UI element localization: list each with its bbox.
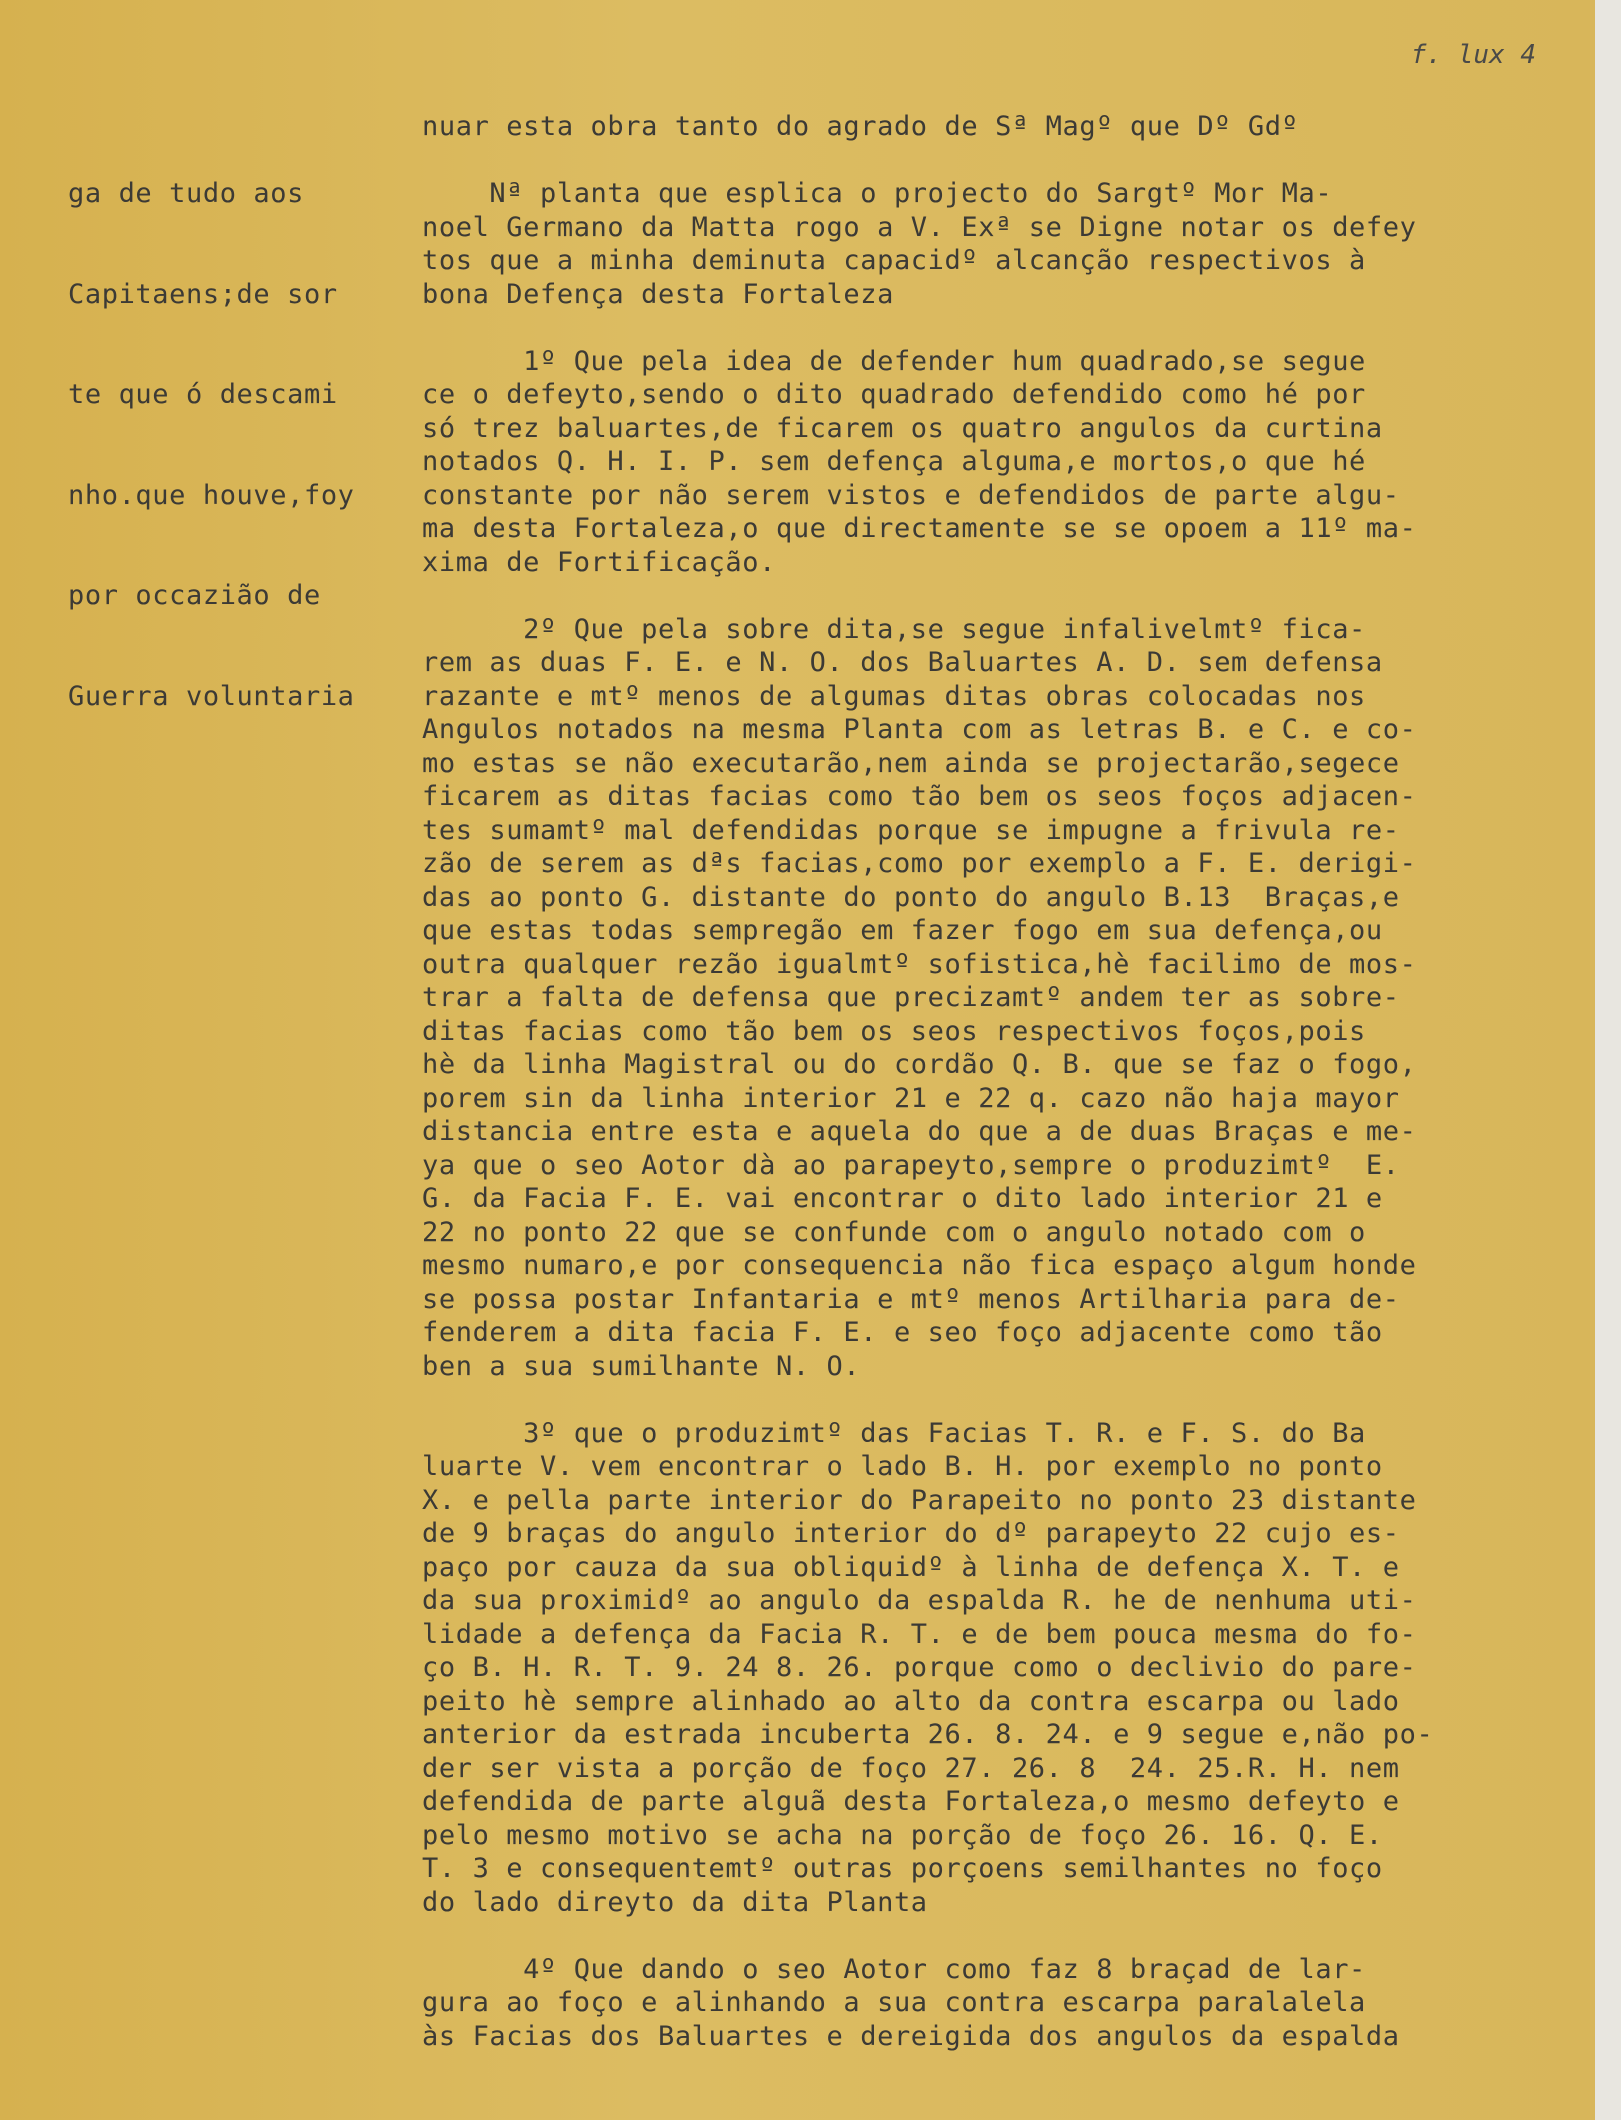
text-line: der ser vista a porção de foço 27. 26. 8 24. 25.R. H. nem [422, 1752, 1400, 1784]
text-line: X. e pella parte interior do Parapeito no ponto 23 distante [422, 1484, 1417, 1516]
text-line: rem as duas F. E. e N. O. dos Baluartes A. D. sem defensa [422, 647, 1383, 678]
text-line: às Facias dos Baluartes e dereigida dos angulos da espalda [422, 2020, 1400, 2052]
text-line: tos que a minha deminuta capacidº alcanção respectivos à [422, 245, 1366, 276]
margin-note [68, 110, 413, 747]
text-line: da sua proximidº ao angulo da espalda R. he de nenhuma uti- [422, 1585, 1417, 1616]
text-line: peito hè sempre alinhado ao alto da contra escarpa ou lado [422, 1685, 1400, 1717]
margin-note-line: Guerra voluntaria [68, 680, 355, 712]
text-line: anterior da estrada incuberta 26. 8. 24. e 9 segue e,não po- [422, 1719, 1434, 1750]
margin-note-line: Capitaens;de sor [68, 278, 338, 310]
text-line: noel Germano da Matta rogo a V. Exª se Digne notar os defey [422, 211, 1417, 243]
text-line: Angulos notados na mesma Planta com as letras B. e C. e co- [422, 714, 1417, 745]
margin-note-line: ga de tudo aos [68, 178, 304, 209]
margin-note-line: por occazião de [68, 580, 321, 611]
text-line: ficarem as ditas facias como tão bem os seos foços adjacen- [422, 781, 1417, 812]
text-line: de 9 braças do angulo interior do dº parapeyto 22 cujo es- [422, 1518, 1400, 1549]
text-line: defendida de parte alguã desta Fortaleza,o mesmo defeyto e [422, 1786, 1400, 1817]
text-line: Nª planta que esplica o projecto do Sargtº Mor Ma- [422, 178, 1333, 209]
text-line: ço B. H. R. T. 9. 24 8. 26. porque como o declivio do pare- [422, 1652, 1417, 1683]
text-line: 1º Que pela idea de defender hum quadrado,se segue [422, 345, 1366, 377]
text-line: só trez baluartes,de ficarem os quatro angulos da curtina [422, 412, 1383, 444]
text-line: ma desta Fortaleza,o que directamente se se opoem a 11º ma- [422, 513, 1417, 544]
text-line: hè da linha Magistral ou do cordão Q. B. que se faz o fogo, [422, 1049, 1417, 1080]
main-text [422, 110, 1597, 2053]
text-line: ce o defeyto,sendo o dito quadrado defendido como hé por [422, 379, 1366, 410]
text-line: lidade a defença da Facia R. T. e de bem pouca mesma do fo- [422, 1618, 1417, 1650]
text-line: distancia entre esta e aquela do que a de duas Braças e me- [422, 1116, 1417, 1147]
text-line: nuar esta obra tanto do agrado de Sª Magº que Dº Gdº [422, 111, 1299, 142]
text-line: fenderem a dita facia F. E. e seo foço adjacente como tão [422, 1317, 1383, 1348]
text-line: pelo mesmo motivo se acha na porção de foço 26. 16. Q. E. [422, 1819, 1383, 1851]
text-line: ya que o seo Aotor dà ao parapeyto,sempre o produzimtº E. [422, 1149, 1400, 1181]
page-number: f. lux 4 [1410, 40, 1536, 70]
text-line: se possa postar Infantaria e mtº menos Artilharia para de- [422, 1283, 1400, 1315]
text-line: razante e mtº menos de algumas ditas obras colocadas nos [422, 680, 1366, 712]
text-line: bona Defença desta Fortaleza [422, 278, 894, 310]
text-line: que estas todas sempregão em fazer fogo em sua defença,ou [422, 915, 1383, 946]
text-line: 2º Que pela sobre dita,se segue infalivelmtº fica- [422, 613, 1366, 645]
text-line: ben a sua sumilhante N. O. [422, 1350, 861, 1382]
text-line: mo estas se não executarão,nem ainda se projectarão,segece [422, 747, 1400, 779]
text-line: T. 3 e consequentemtº outras porçoens semilhantes no foço [422, 1853, 1383, 1884]
text-line: mesmo numaro,e por consequencia não fica espaço algum honde [422, 1250, 1417, 1281]
text-line: gura ao foço e alinhando a sua contra escarpa paralalela [422, 1987, 1366, 2018]
text-line: paço por cauza da sua obliquidº à linha de defença X. T. e [422, 1551, 1400, 1583]
text-line: 3º que o produzimtº das Facias T. R. e F. S. do Ba [422, 1417, 1366, 1449]
text-line: zão de serem as dªs facias,como por exemplo a F. E. derigi- [422, 848, 1417, 879]
text-line: tes sumamtº mal defendidas porque se impugne a frivula re- [422, 814, 1400, 846]
text-line: outra qualquer rezão igualmtº sofistica,hè facilimo de mos- [422, 948, 1417, 980]
text-line: trar a falta de defensa que precizamtº andem ter as sobre- [422, 982, 1400, 1013]
text-line: das ao ponto G. distante do ponto do angulo B.13 Braças,e [422, 881, 1400, 913]
text-line: luarte V. vem encontrar o lado B. H. por exemplo no ponto [422, 1451, 1383, 1482]
text-line: do lado direyto da dita Planta [422, 1886, 928, 1918]
margin-note-line: nho.que houve,foy [68, 479, 355, 511]
text-line: 4º Que dando o seo Aotor como faz 8 braçad de lar- [422, 1953, 1366, 1985]
text-line: ditas facias como tão bem os seos respectivos foços,pois [422, 1015, 1366, 1047]
text-line: constante por não serem vistos e defendidos de parte algu- [422, 479, 1400, 511]
text-line: 22 no ponto 22 que se confunde com o angulo notado com o [422, 1216, 1366, 1248]
text-line: porem sin da linha interior 21 e 22 q. cazo não haja mayor [422, 1082, 1400, 1114]
text-line: G. da Facia F. E. vai encontrar o dito lado interior 21 e [422, 1183, 1383, 1214]
margin-note-line: te que ó descami [68, 379, 338, 410]
text-line: xima de Fortificação. [422, 546, 776, 578]
page-edge [1595, 0, 1621, 2120]
text-line: notados Q. H. I. P. sem defença alguma,e mortos,o que hé [422, 446, 1366, 477]
